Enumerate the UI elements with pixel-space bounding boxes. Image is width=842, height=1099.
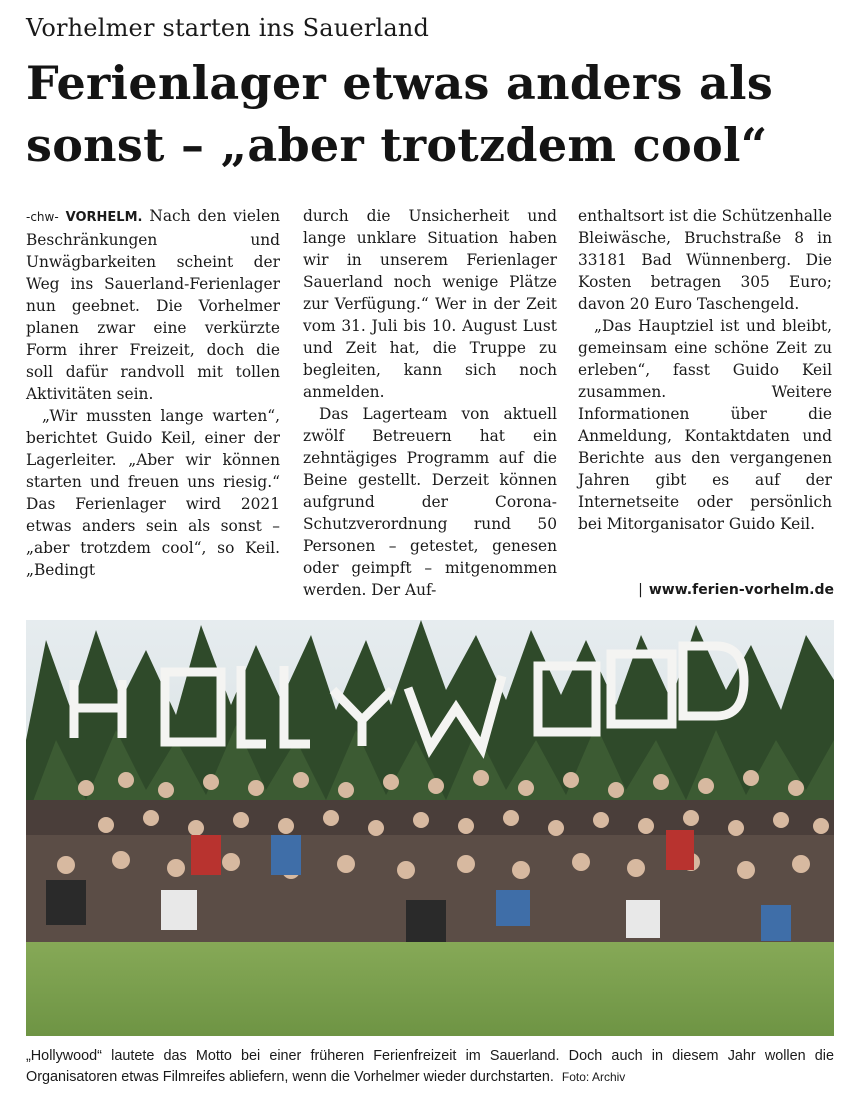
photo-caption <box>26 1046 834 1088</box>
paragraph: „Wir mussten lange warten“, berichtet Guido Keil, einer der Lagerleiter. „Aber wir können starten und freuen uns riesig.“ Das Ferienlager wird 2021 etwas anders sein als sonst – „aber trotzdem cool“, so Keil. „Bedingt <box>26 407 280 579</box>
article-column-2 <box>303 205 557 601</box>
paragraph: enthaltsort ist die Schützenhalle Bleiwäsche, Bruchstraße 8 in 33181 Bad Wünnenberg. Die Kosten betragen 305 Euro; davon 20 Euro Taschengeld. <box>578 207 833 313</box>
headline-line-1: Ferienlager etwas anders als <box>26 56 774 110</box>
author-tag: -chw- <box>26 210 59 224</box>
dateline-location: VORHELM. <box>65 210 143 225</box>
website-link[interactable]: www.ferien-vorhelm.de <box>648 582 834 598</box>
article-column-3 <box>578 205 832 535</box>
paragraph-intro <box>26 205 280 405</box>
article-headline <box>26 52 826 176</box>
photo-credit: Foto: Archiv <box>561 1070 626 1084</box>
paragraph: durch die Unsicherheit und lange unklare Situation haben wir in unserem Ferienlager Sauerland noch wenige Plätze zur Verfügung.“ Wer in der Zeit vom 31. Juli bis 10. August Lust und Zeit hat, die Truppe zu begleiten, kann sich noch anmelden. <box>303 207 557 401</box>
website-separator: | <box>638 582 643 598</box>
article-column-1 <box>26 205 280 581</box>
group-photo-illustration <box>26 620 834 1036</box>
paragraph-text: Nach den vielen Beschränkungen und Unwägbarkeiten scheint der Weg ins Sauerland-Ferienlager nun geebnet. Die Vorhelmer planen zwar eine verkürzte Form ihrer Freizeit, doch die soll dafür randvoll mit tollen Aktivitäten sein. <box>26 207 280 403</box>
website-reference <box>578 582 834 598</box>
paragraph: „Das Hauptziel ist und bleibt, gemeinsam eine schöne Zeit zu erleben“, fasst Guido Keil zusammen. Weitere Informationen über die Anmeldung, Kontaktdaten und Berichte aus den vergangenen Jahren gibt es auf der Internetseite oder persönlich bei Mitorganisator Guido Keil. <box>578 317 832 533</box>
group-photo <box>26 620 834 1036</box>
grass <box>26 942 834 1036</box>
article-kicker: Vorhelmer starten ins Sauerland <box>26 14 430 42</box>
caption-text: „Hollywood“ lautete das Motto bei einer früheren Ferienfreizeit im Sauerland. Doch auch in diesem Jahr wollen die Organisatoren etwas Filmreifes abliefern, wenn die Vorhelmer wieder durchstarten. <box>26 1048 834 1085</box>
paragraph: Das Lagerteam von aktuell zwölf Betreuern hat ein zehntägiges Programm auf die Beine gestellt. Derzeit können aufgrund der Corona-Schutzverordnung rund 50 Personen – getestet, genesen oder geimpft – mitgenommen werden. Der Auf- <box>303 405 557 599</box>
headline-line-2: sonst – „aber trotzdem cool“ <box>26 118 768 172</box>
